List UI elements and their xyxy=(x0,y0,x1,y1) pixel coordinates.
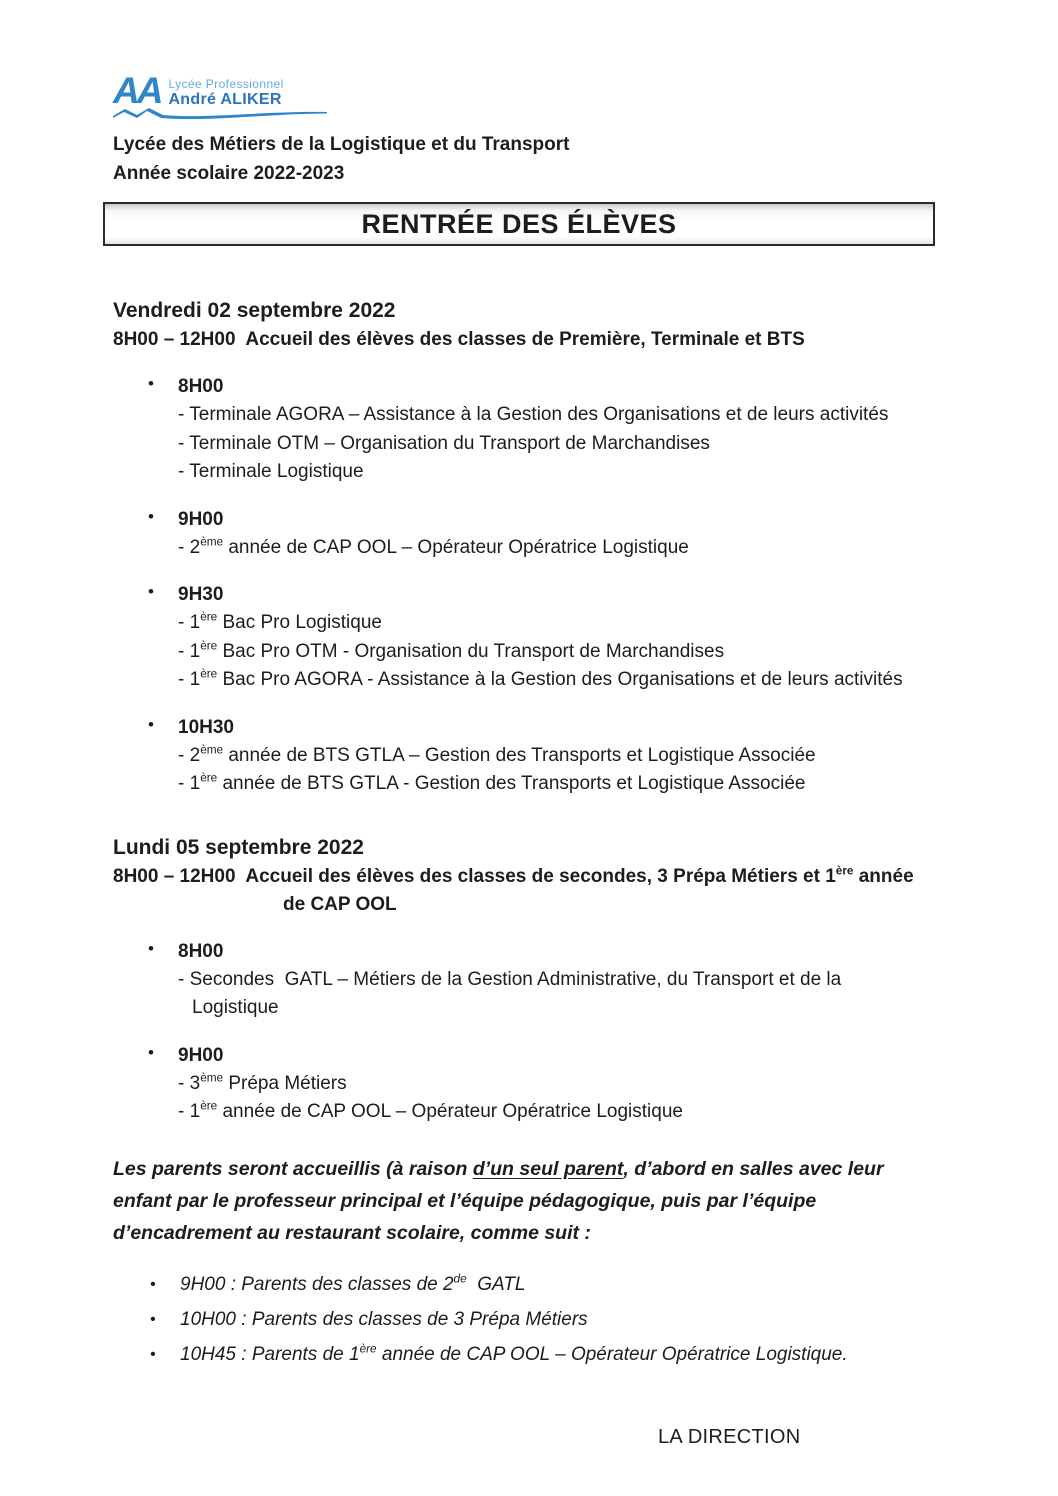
schedule-line: - 2ème année de BTS GTLA – Gestion des Transports et Logistique Associée xyxy=(178,743,816,766)
group-time: • 9H30 xyxy=(178,584,224,605)
banner-title: RENTRÉE DES ÉLÈVES xyxy=(361,208,677,239)
friday-subtitle: 8H00 – 12H00 Accueil des élèves des classes de Première, Terminale et BTS xyxy=(113,329,805,350)
schedule-line: - 1ère Bac Pro Logistique xyxy=(178,610,382,633)
schedule-line: - 1ère Bac Pro OTM - Organisation du Transport de Marchandises xyxy=(178,639,725,662)
section-monday xyxy=(113,833,938,1127)
header-line-1: Lycée des Métiers de la Logistique et du Transport xyxy=(113,134,570,155)
schedule-line: - 1ère année de BTS GTLA - Gestion des Transports et Logistique Associée xyxy=(178,771,806,794)
monday-title: Lundi 05 septembre 2022 xyxy=(113,835,364,859)
monday-group-8h00 xyxy=(178,938,938,1023)
group-time: • 9H00 xyxy=(178,1044,224,1066)
group-time: • 8H00 xyxy=(178,940,224,962)
logo-school-name: André ALIKER xyxy=(168,91,282,108)
schedule-line: - Secondes GATL – Métiers de la Gestion Administrative, du Transport et de la xyxy=(178,968,842,990)
schedule-line: - 1ère Bac Pro AGORA - Assistance à la Gestion des Organisations et de leurs activités xyxy=(178,667,903,690)
friday-group-9h30 xyxy=(178,581,938,695)
schedule-line: - 2ème année de CAP OOL – Opérateur Opératrice Logistique xyxy=(178,535,689,558)
document-header xyxy=(113,130,938,188)
monday-subtitle: 8H00 – 12H00 Accueil des élèves des classes de secondes, 3 Prépa Métiers et 1ère année de CAP OOL xyxy=(113,863,938,919)
group-time: • 9H00 xyxy=(178,508,224,530)
schedule-line: - 3ème Prépa Métiers xyxy=(178,1071,347,1094)
parents-schedule-item: • 10H45 : Parents de 1ère année de CAP OOL – Opérateur Opératrice Logistique. xyxy=(180,1337,938,1372)
group-time: • 8H00 xyxy=(178,376,224,397)
friday-group-10h30 xyxy=(178,714,938,799)
underlined-emphasis: d’un seul parent xyxy=(472,1157,624,1180)
schedule-line: - Terminale OTM – Organisation du Transport de Marchandises xyxy=(178,432,710,454)
monday-subtitle-line2: de CAP OOL xyxy=(283,893,397,915)
header-line-2: Année scolaire 2022-2023 xyxy=(113,163,345,184)
group-time: • 10H30 xyxy=(178,716,234,738)
logo-subtitle: Lycée Professionnel xyxy=(168,77,284,91)
schedule-line: - 1ère année de CAP OOL – Opérateur Opératrice Logistique xyxy=(178,1099,683,1122)
school-logo xyxy=(113,70,343,120)
parents-schedule-item: • 10H00 : Parents des classes de 3 Prépa Métiers xyxy=(180,1302,938,1337)
logo-monogram: AA xyxy=(113,70,161,111)
schedule-line: - Terminale Logistique xyxy=(178,461,364,482)
schedule-line-continuation: Logistique xyxy=(192,997,279,1018)
title-banner xyxy=(103,202,935,246)
schedule-line: - Terminale AGORA – Assistance à la Gestion des Organisations et de leurs activités xyxy=(178,404,889,425)
signature: LA DIRECTION xyxy=(658,1425,801,1448)
friday-title: Vendredi 02 septembre 2022 xyxy=(113,299,396,322)
section-friday xyxy=(113,296,938,799)
parents-schedule-item: • 9H00 : Parents des classes de 2de GATL xyxy=(180,1267,938,1302)
friday-group-8h00 xyxy=(178,373,938,487)
friday-group-9h00 xyxy=(178,506,938,563)
parents-note: Les parents seront accueillis (à raison d’un seul parent, d’abord en salles avec leur enfant par le professeur principal et l’équipe pédagogique, puis par l’équipe d’encadrement au restaurant scolaire, comme suit : xyxy=(113,1157,889,1244)
monday-group-9h00 xyxy=(178,1042,938,1127)
parents-schedule-list xyxy=(113,1267,938,1372)
